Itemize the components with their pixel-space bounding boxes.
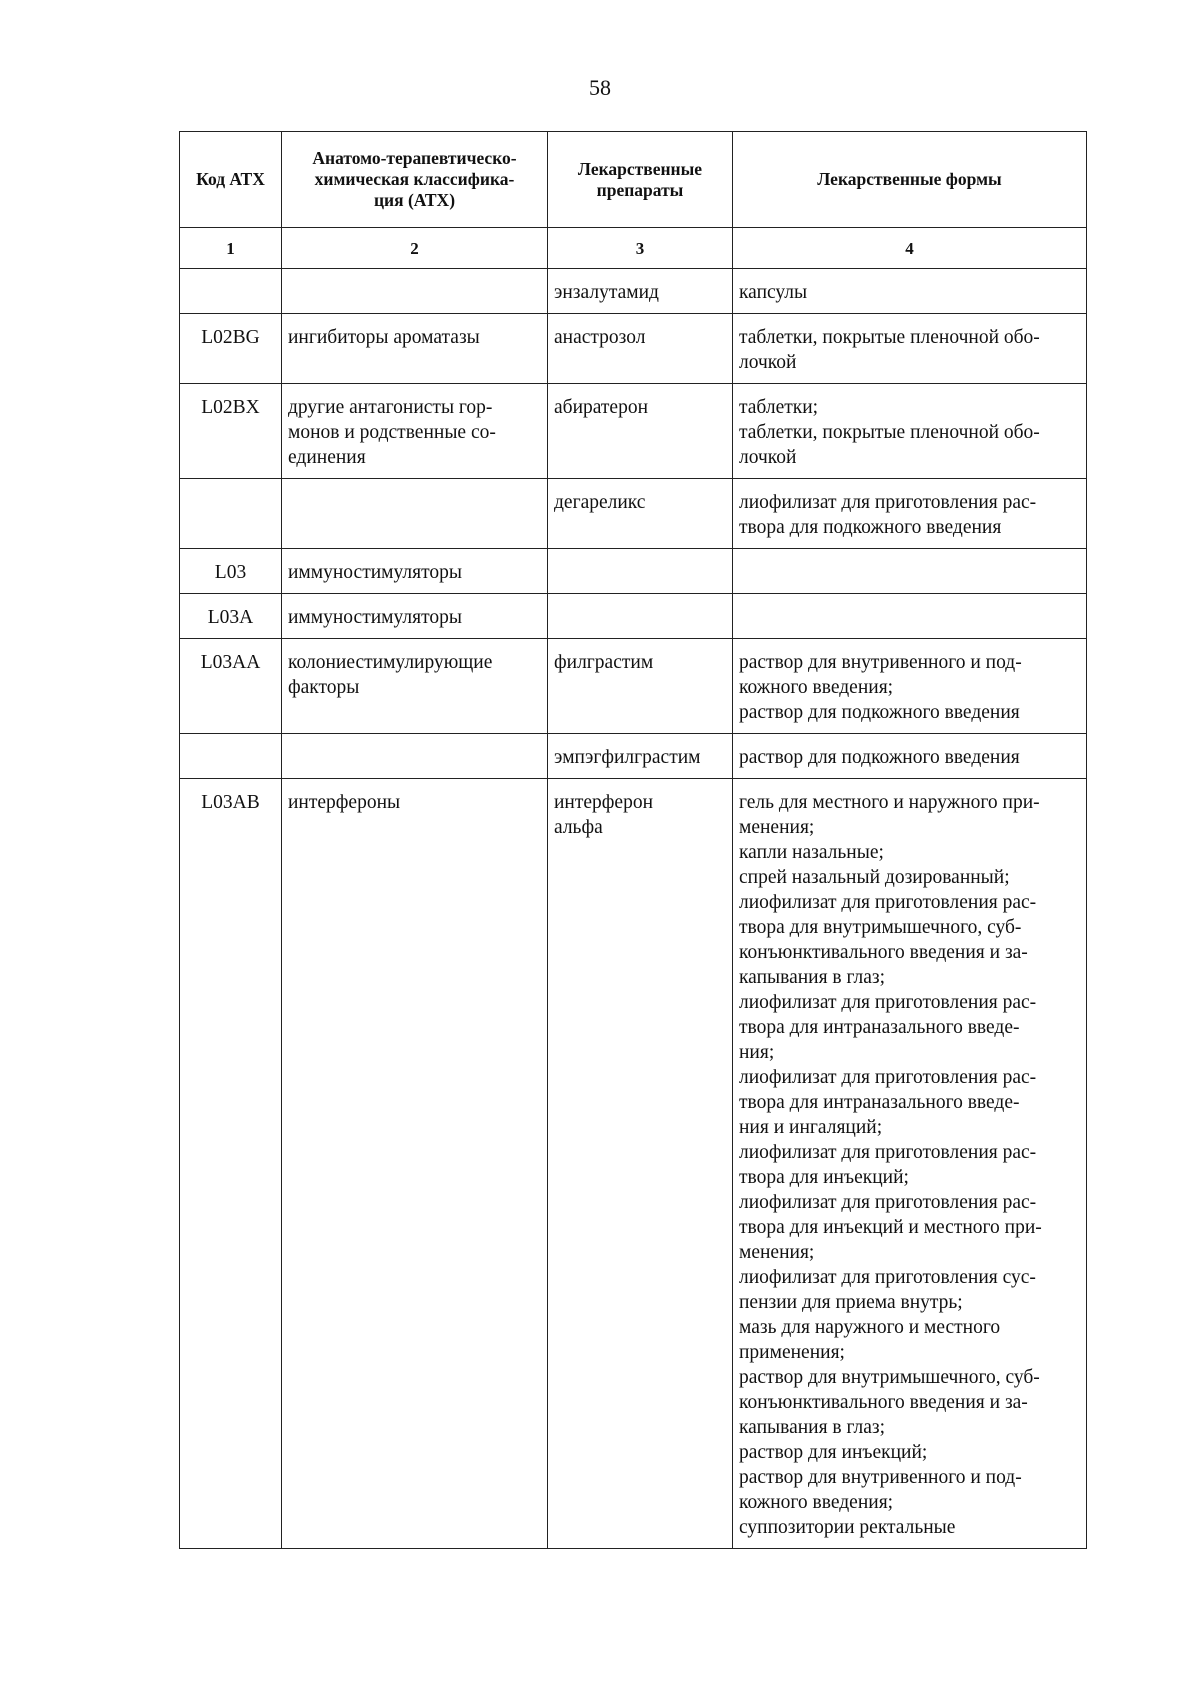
- atx-code-cell: L03AB: [180, 779, 282, 1549]
- column-number: 3: [548, 228, 733, 269]
- classification-cell: [282, 269, 548, 314]
- classification-line: единения: [288, 447, 366, 468]
- dosage-form-line: лиофилизат для приготовления рас-: [739, 892, 1037, 913]
- header-atx-code: Код АТХ: [180, 132, 282, 228]
- classification-line: факторы: [288, 677, 360, 698]
- dosage-form-line: лиофилизат для приготовления сус-: [739, 1267, 1036, 1288]
- dosage-form-line: капсулы: [739, 282, 808, 303]
- atx-code-cell: [180, 734, 282, 779]
- drug-line: энзалутамид: [554, 282, 659, 303]
- table-row: [180, 594, 1087, 639]
- dosage-form-cell: [733, 734, 1087, 779]
- table-row: [180, 734, 1087, 779]
- classification-line: иммуностимуляторы: [288, 562, 462, 583]
- page-number: 58: [589, 75, 611, 100]
- drug-cell: [548, 384, 733, 479]
- atx-code-cell: L02BG: [180, 314, 282, 384]
- column-number: 2: [282, 228, 548, 269]
- classification-cell: [282, 594, 548, 639]
- header-drugs: [548, 132, 733, 228]
- dosage-form-line: ния и ингаляций;: [739, 1117, 883, 1138]
- atx-code-cell: L02BX: [180, 384, 282, 479]
- classification-line: интерфероны: [288, 792, 401, 813]
- table-row: [180, 269, 1087, 314]
- header-line: химическая классифика-: [314, 169, 515, 189]
- classification-cell: [282, 734, 548, 779]
- drug-cell: [548, 549, 733, 594]
- header-atx-classification: [282, 132, 548, 228]
- dosage-form-line: твора для внутримышечного, суб-: [739, 917, 1022, 938]
- dosage-form-line: таблетки;: [739, 397, 819, 418]
- dosage-form-line: лочкой: [739, 447, 797, 468]
- column-number: 4: [733, 228, 1087, 269]
- drug-cell: [548, 479, 733, 549]
- dosage-form-line: лиофилизат для приготовления рас-: [739, 492, 1037, 513]
- classification-cell: [282, 779, 548, 1549]
- dosage-form-line: применения;: [739, 1342, 845, 1363]
- dosage-form-cell: [733, 549, 1087, 594]
- drug-cell: [548, 269, 733, 314]
- dosage-form-line: таблетки, покрытые пленочной обо-: [739, 327, 1040, 348]
- table-row: [180, 314, 1087, 384]
- classification-cell: [282, 384, 548, 479]
- table-row: [180, 384, 1087, 479]
- drug-line: дегареликс: [554, 492, 646, 513]
- dosage-form-line: менения;: [739, 817, 815, 838]
- drug-line: абиратерон: [554, 397, 649, 418]
- drug-cell: [548, 594, 733, 639]
- dosage-form-line: ния;: [739, 1042, 775, 1063]
- dosage-form-line: гель для местного и наружного при-: [739, 792, 1040, 813]
- classification-cell: [282, 639, 548, 734]
- drug-line: филграстим: [554, 652, 654, 673]
- drug-cell: [548, 779, 733, 1549]
- table-header-row: [180, 132, 1087, 228]
- dosage-form-line: пензии для приема внутрь;: [739, 1292, 963, 1313]
- dosage-form-line: спрей назальный дозированный;: [739, 867, 1010, 888]
- dosage-form-cell: [733, 779, 1087, 1549]
- dosage-form-line: твора для инъекций и местного при-: [739, 1217, 1042, 1238]
- column-number: 1: [180, 228, 282, 269]
- dosage-form-cell: [733, 384, 1087, 479]
- drug-line: анастрозол: [554, 327, 646, 348]
- table-row: [180, 479, 1087, 549]
- drug-cell: [548, 314, 733, 384]
- atx-code-cell: L03A: [180, 594, 282, 639]
- header-line: препараты: [596, 179, 684, 200]
- dosage-form-line: твора для интраназального введе-: [739, 1092, 1020, 1113]
- classification-line: иммуностимуляторы: [288, 607, 462, 628]
- dosage-form-line: кожного введения;: [739, 1492, 894, 1513]
- dosage-form-cell: [733, 314, 1087, 384]
- dosage-form-line: лиофилизат для приготовления рас-: [739, 1192, 1037, 1213]
- header-line: Лекарственные: [577, 158, 703, 179]
- dosage-form-line: капли назальные;: [739, 842, 884, 863]
- dosage-form-cell: [733, 269, 1087, 314]
- classification-cell: [282, 479, 548, 549]
- dosage-form-line: лиофилизат для приготовления рас-: [739, 1067, 1037, 1088]
- header-line: Анатомо-терапевтическо-: [312, 148, 517, 168]
- dosage-form-cell: [733, 594, 1087, 639]
- table-row: [180, 639, 1087, 734]
- dosage-form-line: раствор для внутримышечного, суб-: [739, 1367, 1040, 1388]
- dosage-form-line: лочкой: [739, 352, 797, 373]
- dosage-form-line: раствор для внутривенного и под-: [739, 652, 1022, 673]
- classification-line: монов и родственные со-: [288, 422, 496, 443]
- atx-code-cell: [180, 479, 282, 549]
- drug-cell: [548, 734, 733, 779]
- classification-cell: [282, 549, 548, 594]
- dosage-form-line: конъюнктивального введения и за-: [739, 1392, 1028, 1413]
- dosage-form-line: твора для инъекций;: [739, 1167, 909, 1188]
- dosage-form-line: лиофилизат для приготовления рас-: [739, 992, 1037, 1013]
- header-line: ция (АТХ): [373, 190, 456, 210]
- dosage-form-line: твора для интраназального введе-: [739, 1017, 1020, 1038]
- atx-code-cell: L03: [180, 549, 282, 594]
- dosage-form-line: таблетки, покрытые пленочной обо-: [739, 422, 1040, 443]
- classification-cell: [282, 314, 548, 384]
- dosage-form-line: капывания в глаз;: [739, 967, 886, 988]
- dosage-form-line: менения;: [739, 1242, 815, 1263]
- table-row: [180, 779, 1087, 1549]
- dosage-form-line: лиофилизат для приготовления рас-: [739, 1142, 1037, 1163]
- classification-line: ингибиторы ароматазы: [288, 327, 480, 348]
- dosage-form-line: кожного введения;: [739, 677, 894, 698]
- dosage-form-line: твора для подкожного введения: [739, 517, 1002, 538]
- header-dosage-forms: Лекарственные формы: [733, 132, 1087, 228]
- dosage-form-line: мазь для наружного и местного: [739, 1317, 1001, 1338]
- drug-line: интерферон: [554, 792, 654, 813]
- table-row: [180, 549, 1087, 594]
- dosage-form-line: раствор для подкожного введения: [739, 747, 1020, 768]
- dosage-form-line: суппозитории ректальные: [739, 1517, 956, 1538]
- atx-code-cell: L03AA: [180, 639, 282, 734]
- dosage-form-line: раствор для подкожного введения: [739, 702, 1020, 723]
- drug-line: альфа: [554, 817, 603, 838]
- dosage-form-line: раствор для инъекций;: [739, 1442, 928, 1463]
- drug-cell: [548, 639, 733, 734]
- drug-line: эмпэгфилграстим: [554, 747, 701, 768]
- dosage-form-cell: [733, 639, 1087, 734]
- dosage-form-line: капывания в глаз;: [739, 1417, 886, 1438]
- atx-classification-table: [179, 131, 1087, 1549]
- dosage-form-cell: [733, 479, 1087, 549]
- classification-line: колониестимулирующие: [288, 652, 493, 673]
- atx-code-cell: [180, 269, 282, 314]
- column-number-row: [180, 228, 1087, 269]
- classification-line: другие антагонисты гор-: [288, 397, 493, 418]
- dosage-form-line: раствор для внутривенного и под-: [739, 1467, 1022, 1488]
- dosage-form-line: конъюнктивального введения и за-: [739, 942, 1028, 963]
